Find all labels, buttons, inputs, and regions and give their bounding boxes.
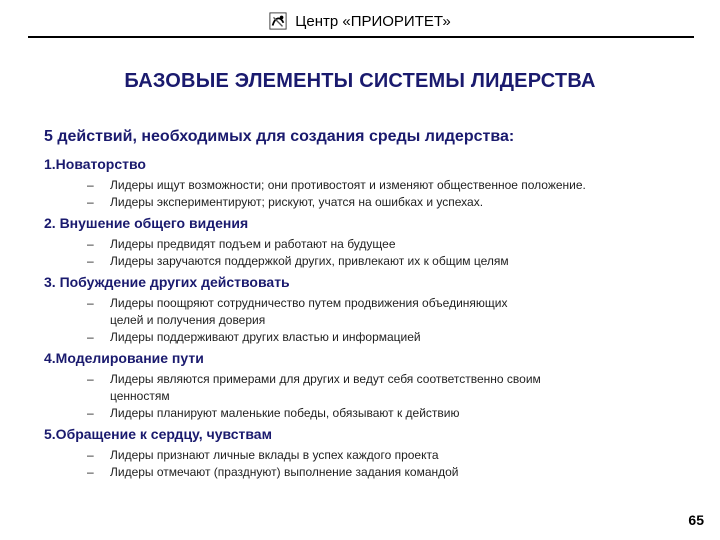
dash-marker: – [87, 330, 94, 344]
section-3 [44, 272, 694, 346]
bullet-text: Лидеры поддерживают других властью и информацией [110, 330, 421, 344]
sections-list [44, 154, 694, 481]
header-divider [28, 36, 694, 38]
bullet-text: Лидеры заручаются поддержкой других, привлекают их к общим целям [110, 254, 509, 268]
dash-marker: – [87, 448, 94, 462]
bullet-text: Лидеры предвидят подъем и работают на будущее [110, 237, 396, 251]
bullet-item [44, 464, 694, 481]
page-number: 65 [688, 512, 704, 528]
slide-header [0, 8, 720, 34]
bullet-text: Лидеры признают личные вклады в успех каждого проекта [110, 448, 439, 462]
section-heading: 3. Побуждение других действовать [44, 274, 290, 290]
bullet-text: Лидеры ищут возможности; они противостоят и изменяют общественное положение. [110, 178, 586, 192]
dash-marker: – [87, 465, 94, 479]
bullet-text: Лидеры поощряют сотрудничество путем продвижения объединяющих целей и получения доверия [110, 296, 508, 327]
section-2 [44, 213, 694, 270]
dash-marker: – [87, 406, 94, 420]
section-4 [44, 348, 694, 422]
section-heading: 2. Внушение общего видения [44, 215, 249, 231]
section-1 [44, 154, 694, 211]
section-heading: 5.Обращение к сердцу, чувствам [44, 426, 272, 442]
bullet-item [44, 329, 694, 346]
dash-marker: – [87, 195, 94, 209]
bullet-item [44, 447, 694, 464]
bullet-item [44, 371, 694, 405]
section-heading: 4.Моделирование пути [44, 350, 204, 366]
dash-marker: – [87, 178, 94, 192]
bullet-item [44, 177, 694, 194]
bullet-item [44, 194, 694, 211]
bullet-item [44, 253, 694, 270]
bullet-text: Лидеры являются примерами для других и ведут себя соответственно своим ценностям [110, 372, 541, 403]
dash-marker: – [87, 237, 94, 251]
dash-marker: – [87, 372, 94, 386]
section-heading: 1.Новаторство [44, 156, 146, 172]
bullet-text: Лидеры планируют маленькие победы, обязывают к действию [110, 406, 460, 420]
intro-text: 5 действий, необходимых для создания среды лидерства: [44, 128, 515, 145]
dash-marker: – [87, 296, 94, 310]
bullet-item [44, 295, 694, 329]
dash-marker: – [87, 254, 94, 268]
bullet-text: Лидеры экспериментируют; рискуют, учатся на ошибках и успехах. [110, 195, 484, 209]
center-title: Центр «ПРИОРИТЕТ» [295, 12, 451, 30]
bullet-item [44, 236, 694, 253]
slide-title: БАЗОВЫЕ ЭЛЕМЕНТЫ СИСТЕМЫ ЛИДЕРСТВА [124, 70, 596, 92]
bullet-item [44, 405, 694, 422]
section-5 [44, 424, 694, 481]
bullet-text: Лидеры отмечают (празднуют) выполнение задания командой [110, 465, 459, 479]
priority-logo-icon [269, 12, 287, 30]
